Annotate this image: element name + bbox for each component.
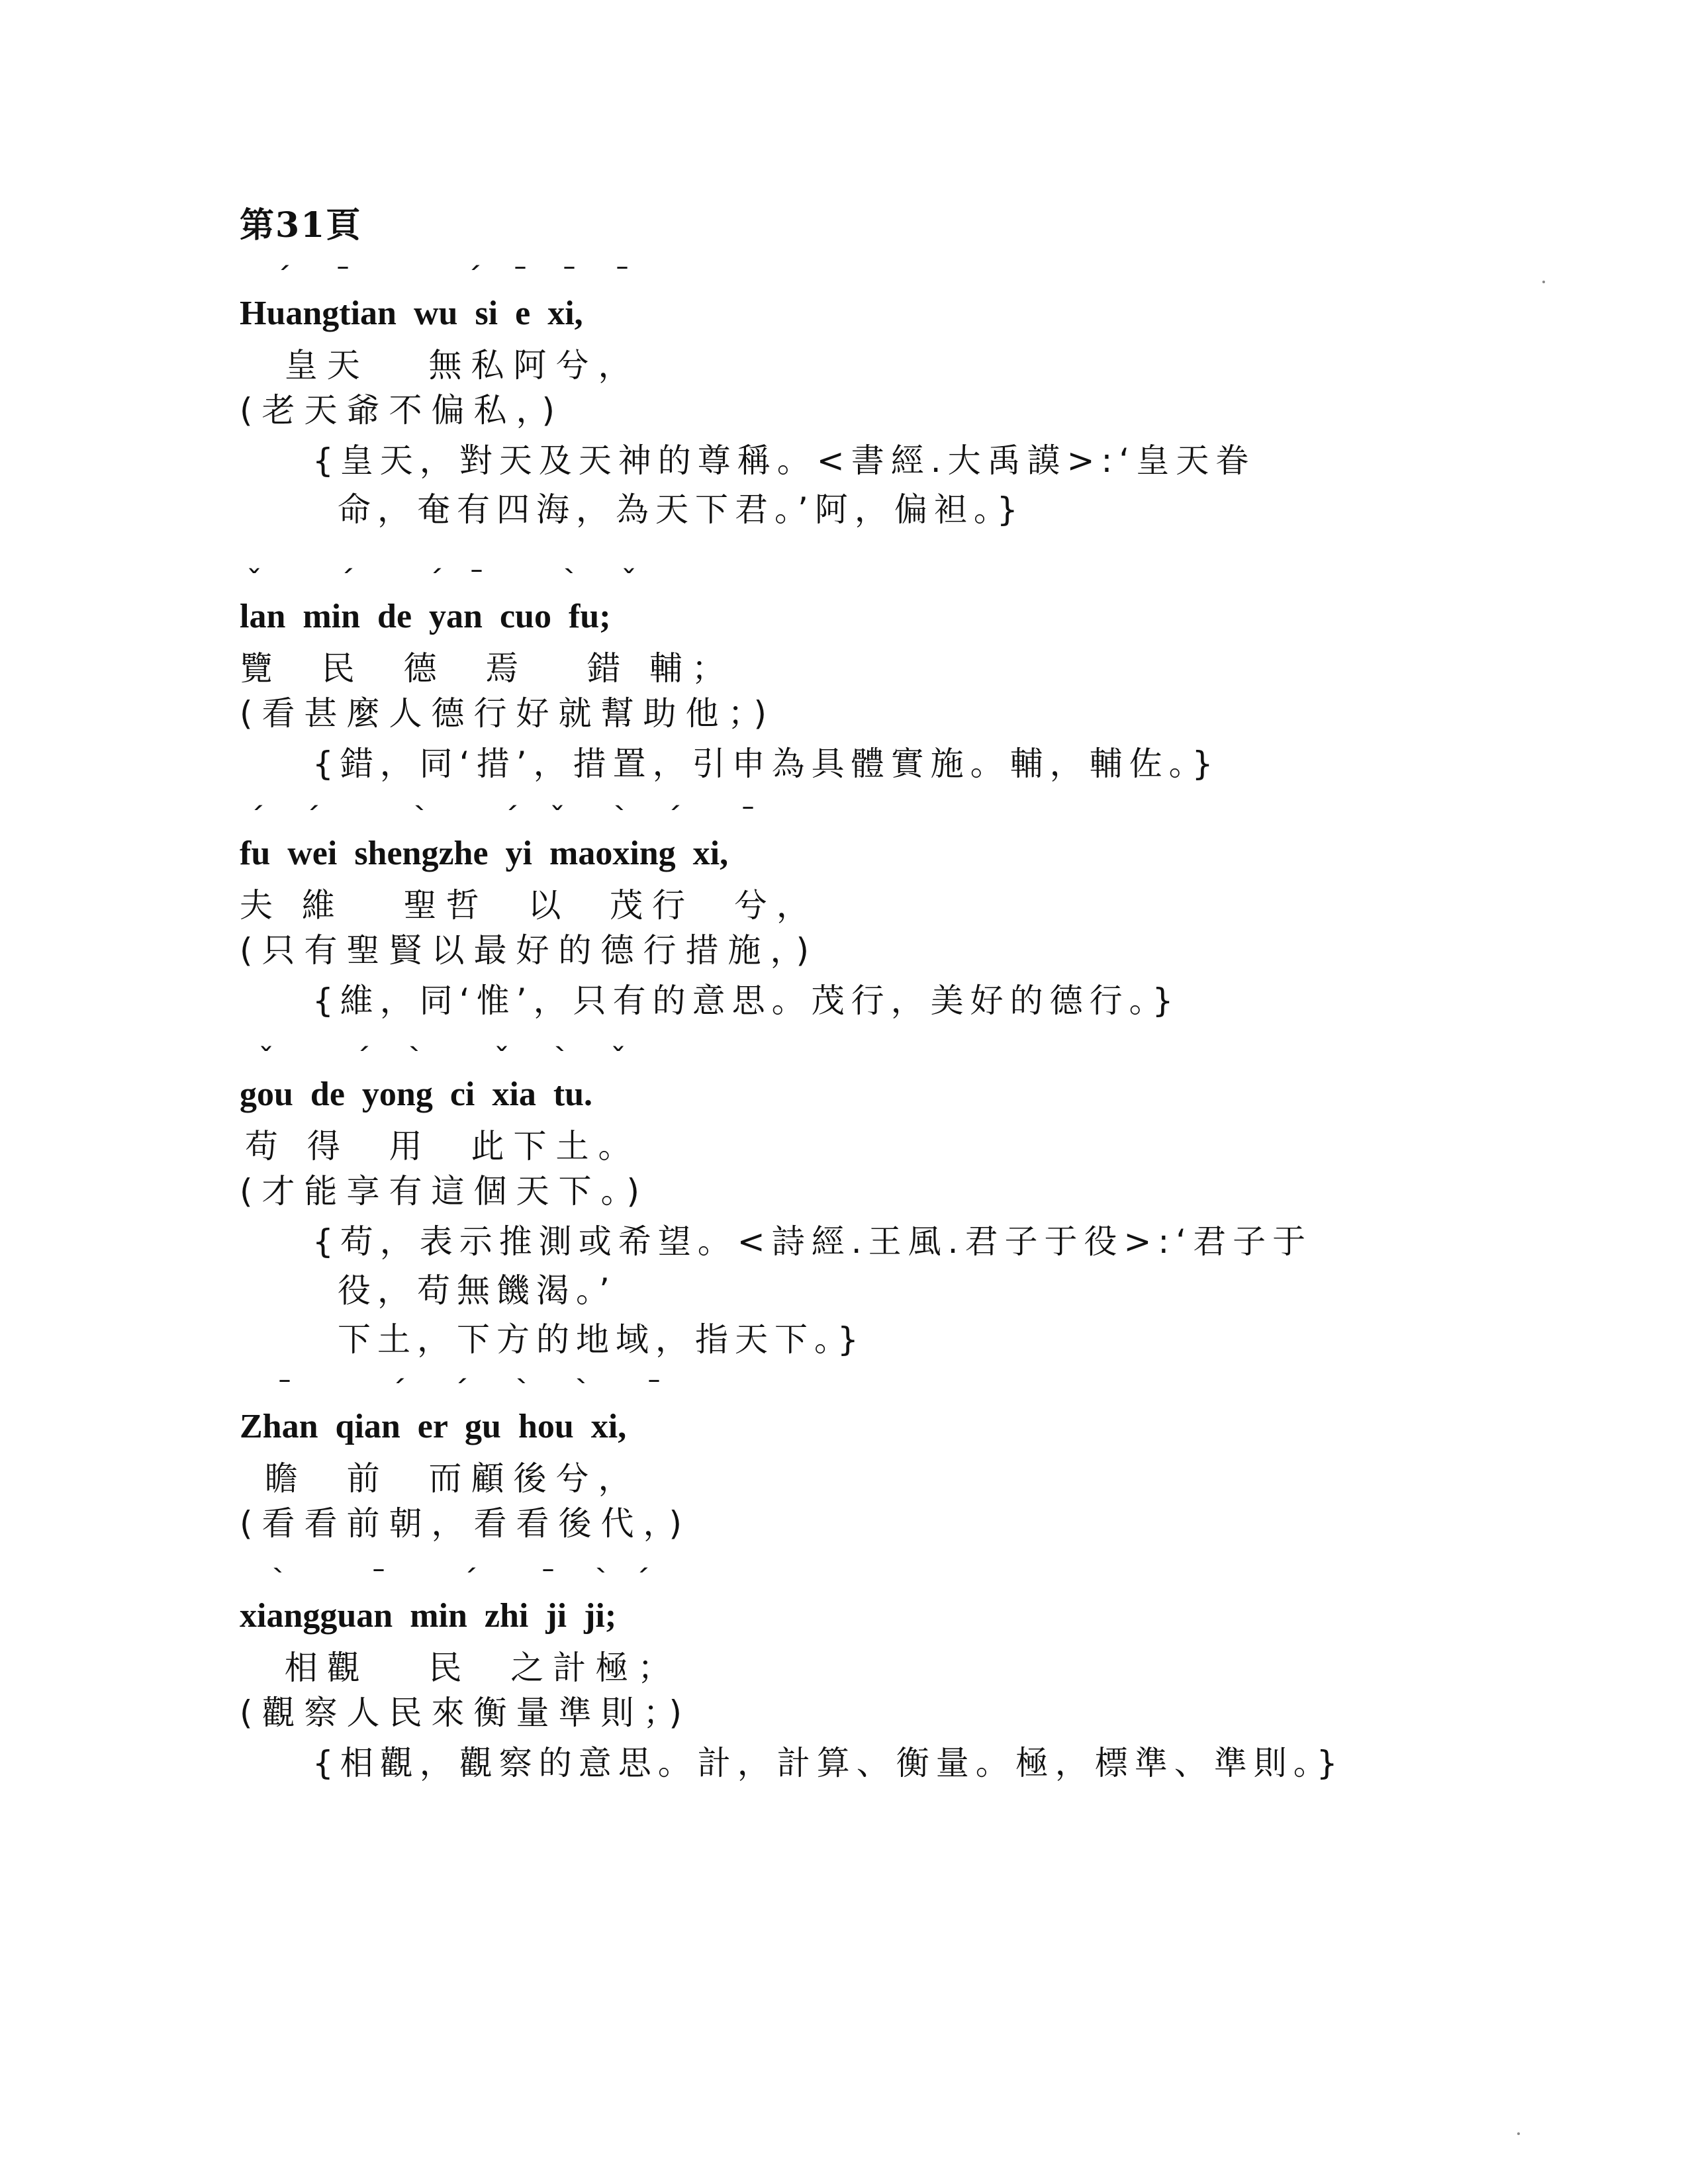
chinese-text-line: 瞻 前 而顧後兮， <box>245 1459 641 1498</box>
tone-mark: ˊ <box>461 1565 479 1596</box>
tone-mark: ˋ <box>412 803 430 833</box>
pinyin-line: Zhan qian er gu hou xi, <box>240 1408 627 1445</box>
tone-marks <box>0 1567 1688 1594</box>
tone-mark: ˋ <box>553 1044 570 1074</box>
tone-mark: ˉ <box>614 263 631 293</box>
tone-mark: ˊ <box>465 263 483 293</box>
tone-marks <box>0 265 1688 291</box>
tone-mark: ˉ <box>334 263 352 293</box>
tone-marks <box>0 1046 1688 1072</box>
tone-mark: ˊ <box>304 803 321 833</box>
pinyin-line: gou de yong ci xia tu. <box>240 1075 593 1113</box>
tone-mark: ˉ <box>539 1565 557 1596</box>
tone-marks <box>0 805 1688 831</box>
annotation-line: 役，苟無饑渴。’ <box>338 1271 616 1310</box>
tone-mark: ˋ <box>612 803 630 833</box>
tone-mark: ˊ <box>502 803 520 833</box>
chinese-text-line: 覽 民 德 焉 錯 輔； <box>240 649 734 688</box>
chinese-text-line: 苟 得 用 此下土。 <box>245 1127 641 1165</box>
chinese-text-line: 夫 維 聖哲 以 茂行 兮， <box>240 886 819 925</box>
tone-mark: ˋ <box>574 1376 591 1406</box>
translation-line: (才能享有這個天下。) <box>240 1172 649 1210</box>
tone-mark: ˉ <box>739 803 757 833</box>
pinyin-line: lan min de yan cuo fu; <box>240 598 611 635</box>
translation-line: (老天爺不偏私，) <box>240 391 565 430</box>
tone-mark: ˉ <box>645 1376 663 1406</box>
tone-mark: ˇ <box>258 1044 275 1074</box>
tone-mark: ˊ <box>427 566 444 596</box>
translation-line: (觀察人民來衡量準則；) <box>240 1694 692 1732</box>
translation-line: (看甚麼人德行好就幫助他；) <box>240 694 776 733</box>
tone-mark: ˊ <box>452 1376 469 1406</box>
chinese-text-line: 皇天 無私阿兮， <box>245 346 641 385</box>
tone-mark: ˋ <box>562 566 579 596</box>
tone-mark: ˊ <box>338 566 355 596</box>
pinyin-line: xiangguan min zhi ji ji; <box>240 1597 617 1635</box>
tone-mark: ˇ <box>610 1044 627 1074</box>
annotation-line: {苟，表示推測或希望。<詩經.王風.君子于役>:‘君子于 <box>312 1222 1313 1261</box>
page-number: 第31頁 <box>240 205 362 246</box>
tone-mark: ˇ <box>549 803 566 833</box>
tone-mark: ˊ <box>665 803 682 833</box>
tone-mark: ˇ <box>246 566 263 596</box>
scan-speck <box>1542 281 1545 283</box>
tone-mark: ˉ <box>468 566 485 596</box>
pinyin-line: Huangtian wu si e xi, <box>240 295 583 332</box>
tone-mark: ˋ <box>594 1565 611 1596</box>
annotation-line: {維，同‘惟’，只有的意思。茂行，美好的德行。} <box>312 981 1180 1020</box>
tone-mark: ˊ <box>390 1376 407 1406</box>
translation-line: (看看前朝，看看後代，) <box>240 1504 692 1543</box>
tone-mark: ˇ <box>620 566 637 596</box>
scan-speck <box>1517 2132 1520 2135</box>
tone-mark: ˉ <box>370 1565 387 1596</box>
tone-mark: ˊ <box>275 263 292 293</box>
tone-mark: ˋ <box>407 1044 424 1074</box>
tone-mark: ˊ <box>354 1044 371 1074</box>
annotation-line: {錯，同‘措’，措置，引申為具體實施。輔，輔佐。} <box>312 745 1220 783</box>
tone-mark: ˋ <box>514 1376 532 1406</box>
tone-mark: ˉ <box>561 263 578 293</box>
annotation-line: {皇天，對天及天神的尊稱。<書經.大禹謨>:‘皇天眷 <box>312 441 1256 480</box>
tone-mark: ˊ <box>248 803 265 833</box>
annotation-line: 下土，下方的地域，指天下。} <box>338 1320 865 1359</box>
tone-mark: ˋ <box>271 1565 288 1596</box>
annotation-line: {相觀，觀察的意思。計，計算、衡量。極，標準、準則。} <box>312 1744 1344 1782</box>
tone-mark: ˉ <box>512 263 529 293</box>
translation-line: (只有聖賢以最好的德行措施，) <box>240 931 819 970</box>
tone-mark: ˉ <box>276 1376 293 1406</box>
tone-marks <box>0 1378 1688 1404</box>
tone-mark: ˊ <box>633 1565 651 1596</box>
tone-mark: ˇ <box>493 1044 510 1074</box>
annotation-line: 命，奄有四海，為天下君。’阿，偏袒。} <box>338 490 1025 529</box>
chinese-text-line: 相觀 民 之計極； <box>245 1649 680 1687</box>
tone-marks <box>0 568 1688 594</box>
pinyin-line: fu wei shengzhe yi maoxing xi, <box>240 835 729 872</box>
